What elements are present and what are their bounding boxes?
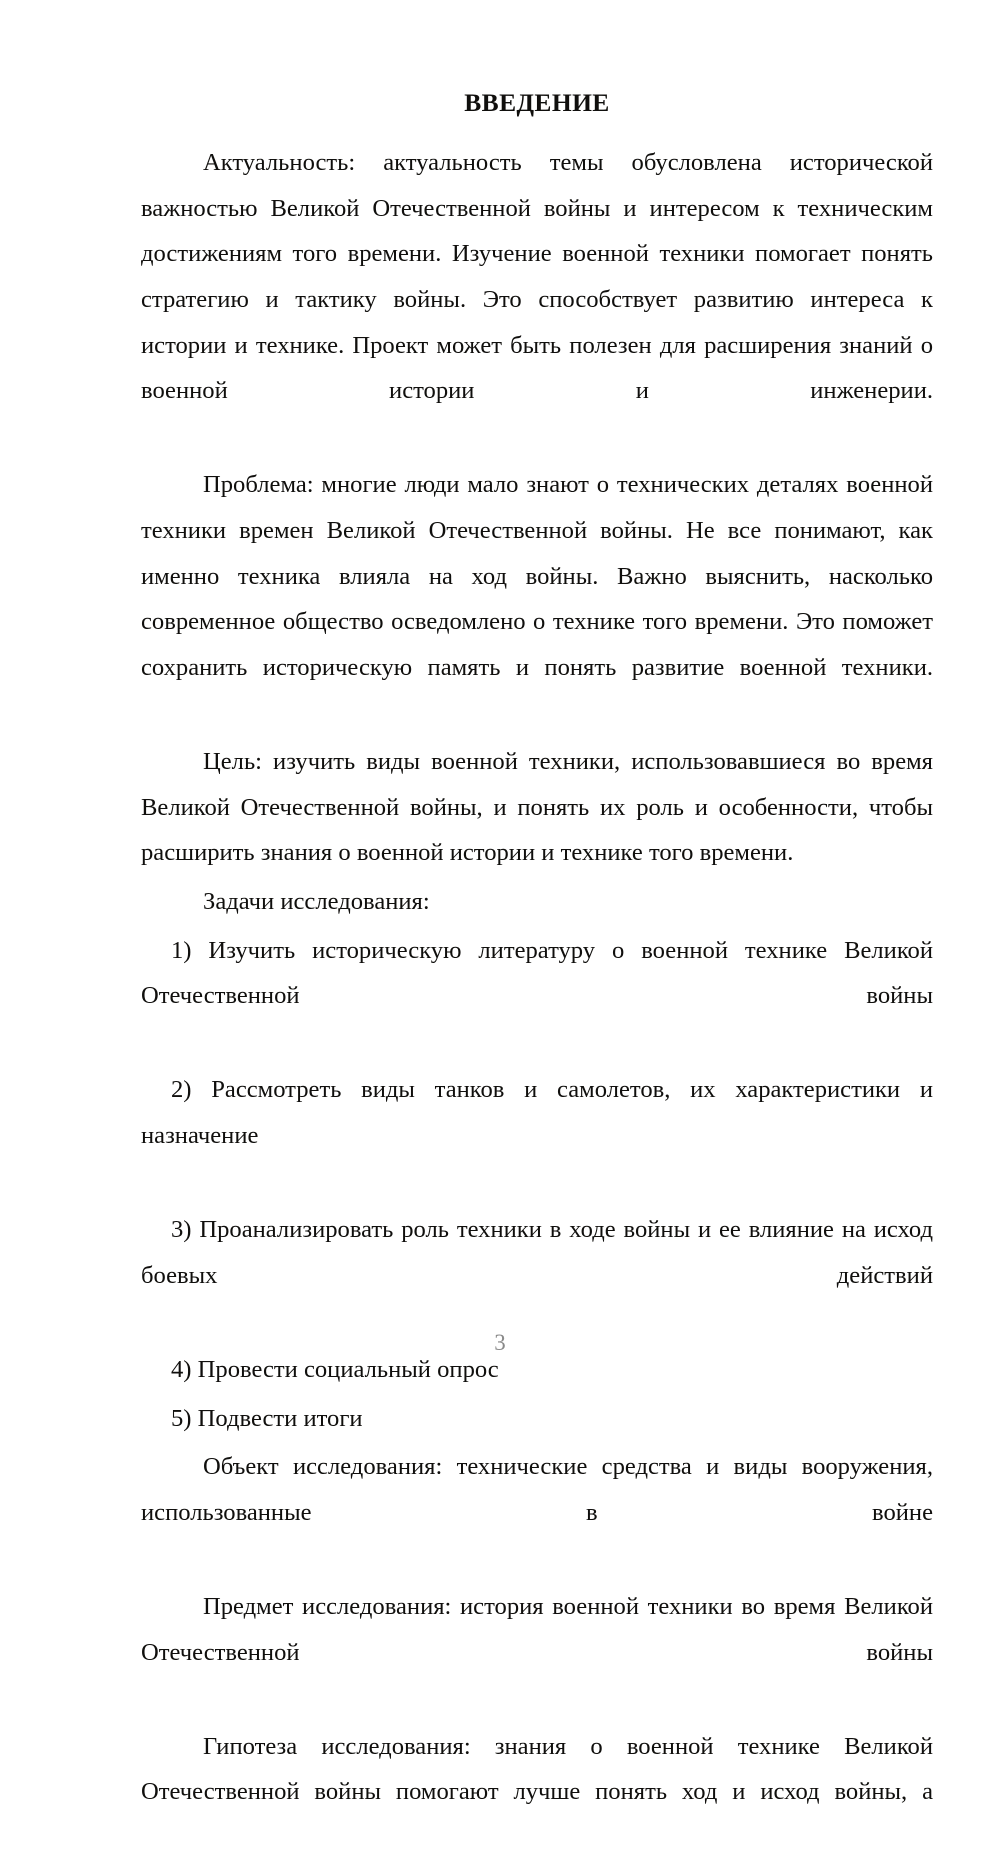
paragraph-subject: Предмет исследования: история военной техники во время Великой Отечественной войны (141, 1593, 933, 1666)
tasks-heading: Задачи исследования: (203, 887, 430, 915)
document-content (141, 86, 933, 1864)
list-item: 1) Изучить историческую литературу о военной технике Великой Отечественной войны (141, 936, 933, 1010)
list-item: 5) Подвести итоги (171, 1404, 363, 1432)
paragraph-goal: Цель: изучить виды военной техники, использовавшиеся во время Великой Отечественной войны, и понять их роль и особенности, чтобы расширить знания о военной истории и технике того времени. (141, 748, 933, 867)
page-title: ВВЕДЕНИЕ (464, 88, 610, 117)
paragraph-problem: Проблема: многие люди мало знают о технических деталях военной техники времен Великой Отечественной войны. Не все понимают, как именно техника влияла на ход войны. Важно выяснить, насколько современное общество осведомлено о технике того времени. Это поможет сохранить историческую память и понять развитие военной техники. (141, 471, 933, 681)
list-item: 2) Рассмотреть виды танков и самолетов, их характеристики и назначение (141, 1076, 933, 1149)
page-number: 3 (494, 1330, 506, 1355)
paragraph-hypothesis: Гипотеза исследования: знания о военной технике Великой Отечественной войны помогают лучше понять ход и исход войны, а (141, 1732, 933, 1806)
list-item: 3) Проанализировать роль техники в ходе войны и ее влияние на исход боевых действий (141, 1216, 933, 1289)
paragraph-object: Объект исследования: технические средства и виды вооружения, использованные в войне (141, 1453, 933, 1526)
paragraph-relevance: Актуальность: актуальность темы обусловлена исторической важностью Великой Отечественной войны и интересом к техническим достижениям того времени. Изучение военной техники помогает понять стратегию и тактику войны. Это способствует развитию интереса к истории и технике. Проект может быть полезен для расширения знаний о военной истории и инженерии. (141, 149, 933, 405)
list-item: 4) Провести социальный опрос (171, 1355, 499, 1383)
